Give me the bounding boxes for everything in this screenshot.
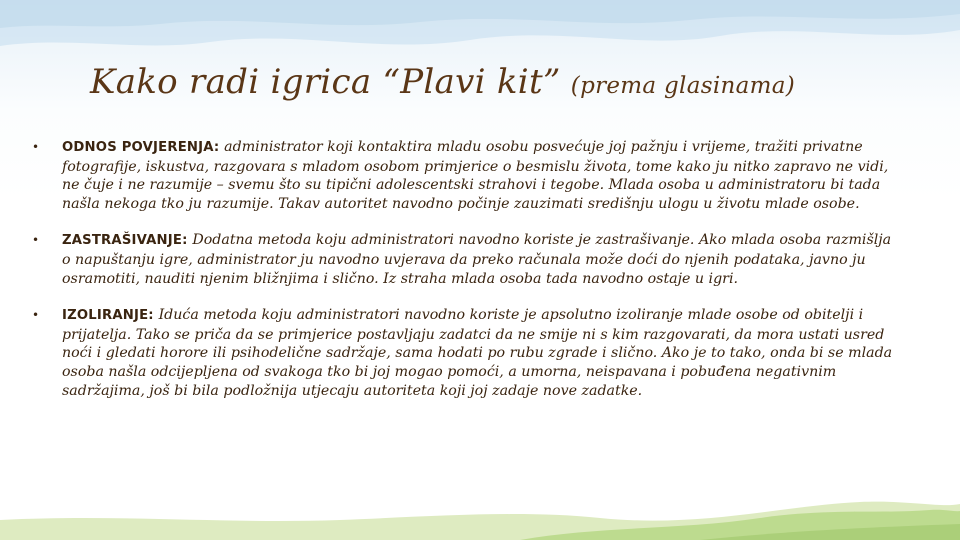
bullet-item-intimidation — [32, 231, 902, 288]
bullet-term: ZASTRAŠIVANJE: — [62, 233, 193, 249]
slide-title — [90, 62, 910, 102]
bullet-term: IZOLIRANJE: — [62, 308, 159, 324]
slide-title-main: Kako radi igrica “Plavi kit” — [90, 62, 561, 102]
bullet-marker-icon: • — [32, 308, 40, 323]
bullet-list — [32, 138, 902, 400]
watercolor-grass-decoration — [0, 480, 960, 540]
bullet-text: Dodatna metoda koju administratori navodno koriste je zastrašivanje. Ako mlada osoba razmišlja o napuštanju igre, administrator ju navodno uvjerava da preko računala može doći do njenih podataka, javno ju osramotiti, nauditi njenim bližnjima i slično. Iz straha mlada osoba tada navodno ostaje u igri. — [62, 232, 892, 287]
bullet-marker-icon: • — [32, 140, 40, 154]
bullet-marker-icon: • — [32, 233, 40, 248]
bullet-text: administrator koji kontaktira mladu osobu posvećuje joj pažnju i vrijeme, tražiti privatne fotografije, iskustva, razgovara s mladom osobom primjerice o besmislu života, tome kako ju nitko zapravo ne vidi, ne čuje i ne razumije – svemu što su tipični adolescentski strahovi i tegobe. Mlada osoba u administratoru bi tada našla nekoga tko ju razumije. Takav autoritet navodno počinje zauzimati središnju ulogu u životu mlade osobe. — [62, 139, 889, 212]
bullet-term: ODNOS POVJERENJA: — [62, 140, 225, 155]
slide-title-subtitle: (prema glasinama) — [570, 73, 796, 99]
bullet-item-isolation — [32, 306, 902, 400]
bullet-item-trust-relationship — [32, 138, 902, 213]
bullet-text: Iduća metoda koju administratori navodno koriste je apsolutno izoliranje mlade osobe od obitelji i prijatelja. Tako se priča da se primjerice postavljaju zadatci da ne smije ni s kim razgovarati, da mora ustati usred noći i gledati horore ili psihodelične sadržaje, sama hodati po rubu zgrade i slično. Ako je to tako, onda bi se mlada osoba našla odcijepljena od svakoga tko bi joj mogao pomoći, a umorna, neispavana i pobuđena negativnim sadržajima, još bi bila podložnija utjecaju autoriteta koji joj zadaje nove zadatke. — [62, 307, 893, 399]
